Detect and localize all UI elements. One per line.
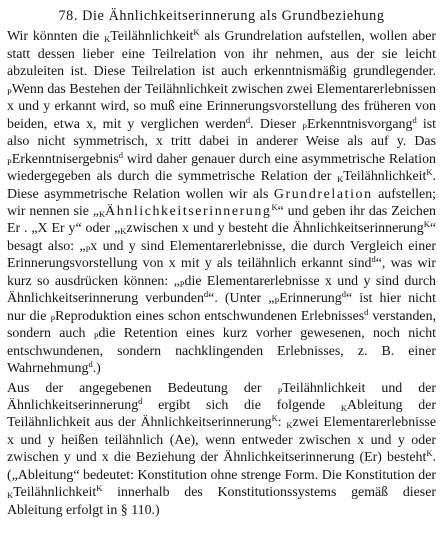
text-run: Teilähnlichkeit bbox=[343, 169, 427, 185]
subscript-marker: P bbox=[7, 156, 12, 167]
text-run: . („Ableitung“ bedeutet: Konstitution ohne strenge Form. Die Konstitution der bbox=[7, 450, 436, 483]
text-run: . Diese asymmetrische Relation wollen wir als bbox=[7, 169, 436, 202]
superscript-marker: d bbox=[245, 114, 251, 125]
text-run: ergibt sich die folgende bbox=[142, 397, 341, 413]
text-run: aufstellen; wir nennen sie „ bbox=[7, 186, 437, 219]
section-number: 78. bbox=[58, 8, 78, 24]
superscript-marker: K bbox=[423, 219, 430, 230]
superscript-marker: d bbox=[118, 149, 123, 160]
subscript-marker: P bbox=[93, 331, 99, 342]
subscript-marker: P bbox=[7, 86, 12, 97]
text-run: Teilähnlichkeit bbox=[110, 29, 194, 45]
superscript-marker: d bbox=[371, 254, 376, 265]
text-run: als Grundrelation aufstellen, wollen aber statt dessen lieber eine Teilrelation von ihr nehmen, aus der sie leicht abzuleiten ist. Diese Teilrelation ist auch erkenntnismäßig grundlegender. bbox=[7, 29, 436, 80]
subscript-marker: K bbox=[104, 34, 111, 45]
text-run: innerhalb des Konstitutionssystems gemäß dieser Ableitung erfolgt in § 110.) bbox=[7, 485, 436, 518]
subscript-marker: K bbox=[98, 208, 106, 219]
text-run: Teilähnlichkeit und der Ähnlichkeitserinnerung bbox=[7, 380, 436, 413]
body-paragraph bbox=[7, 380, 436, 520]
text-run: “ besagt also: „ bbox=[7, 221, 437, 254]
subscript-marker: P bbox=[302, 121, 307, 132]
text-run: x und y sind Elementarerlebnisse, die durch Vergleich einer Erinnerungsvorstellung von x mit y als teilähnlich erkannt sind bbox=[7, 238, 436, 272]
text-run: zwischen x und y besteht die Ähnlichkeitserinnerung bbox=[126, 221, 424, 237]
section-heading bbox=[7, 8, 436, 25]
superscript-marker: d bbox=[412, 114, 417, 125]
text-run: Erkenntnisvorgang bbox=[306, 116, 413, 132]
superscript-marker: K bbox=[271, 201, 278, 212]
superscript-marker: d bbox=[88, 359, 93, 370]
superscript-marker: d bbox=[138, 395, 143, 406]
superscript-marker: K bbox=[193, 27, 200, 38]
text-run: . Dieser bbox=[250, 116, 303, 132]
subscript-marker: P bbox=[277, 385, 283, 396]
text-run: “. (Unter „ bbox=[208, 291, 275, 307]
spaced-term: Ähnlichkeitserinnerung bbox=[105, 203, 272, 219]
text-run: Aus der angegebenen Bedeutung der bbox=[7, 380, 278, 396]
subscript-marker: P bbox=[179, 278, 185, 289]
text-run: die Elementarerlebnisse x und y sind durch Ähnlichkeitserinnerung verbunden bbox=[7, 273, 437, 307]
subscript-marker: K bbox=[120, 226, 127, 237]
superscript-marker: K bbox=[96, 483, 103, 494]
subscript-marker: K bbox=[7, 490, 14, 501]
text-run: wird daher genauer durch eine asymmetrische Relation wiedergegeben als durch die symmetrische Relation der bbox=[7, 151, 436, 185]
subscript-marker: K bbox=[340, 402, 348, 413]
text-run: “ und geben ihr das Zeichen Er . „X Er y“ oder „ bbox=[7, 203, 436, 237]
text-run: Wir könnten die bbox=[7, 29, 105, 45]
subscript-marker: P bbox=[274, 296, 280, 307]
text-run: verstanden, sondern auch bbox=[7, 308, 437, 342]
text-run: : bbox=[277, 415, 287, 431]
section-title: Die Ähnlichkeitserinnerung als Grundbeziehung bbox=[82, 8, 385, 24]
text-run: ist also nicht symmetrisch, x tritt dabei in anderer Weise als auf y. Das bbox=[7, 116, 436, 150]
subscript-marker: P bbox=[85, 243, 91, 254]
text-run: Wenn das Bestehen der Teilähnlichkeit zwischen zwei Elementarerlebnissen x und y erkannt wird, so muß eine Erinnerungsvorstellung des früheren von beiden, etwa x, mit y verglichen werden bbox=[7, 81, 436, 132]
text-run: zwei Elementarerlebnisse x und y heißen teilähnlich (Ae), wenn entweder zwischen x und y oder zwischen y und x die Beziehung der Ähnlichkeitserinnerung (Er) besteht bbox=[7, 415, 437, 466]
superscript-marker: K bbox=[426, 167, 433, 178]
text-run: Ableitung der Teilähnlichkeit aus der Ähnlichkeitserinnerung bbox=[7, 397, 436, 431]
text-run: “, was wir kurz so ausdrücken können: „ bbox=[7, 256, 437, 289]
text-run: Erinnerung bbox=[279, 291, 342, 307]
text-run: “ ist hier nicht nur die bbox=[7, 291, 436, 324]
text-run: Erkenntnisergebnis bbox=[11, 151, 119, 167]
subscript-marker: K bbox=[337, 174, 344, 185]
body-paragraph bbox=[7, 28, 436, 377]
text-run: die Retention eines kurz vorher gewesenen, noch nicht entschwundenen, sondern nachklingenden Erlebnisses, z. B. einer Wahrnehmung bbox=[7, 326, 436, 377]
superscript-marker: K bbox=[426, 448, 433, 459]
superscript-marker: d bbox=[364, 306, 369, 317]
text-run: Reproduktion eines schon entschwundenen Erlebnisses bbox=[55, 308, 365, 324]
spaced-term: Grundrelation bbox=[273, 186, 373, 202]
subscript-marker: P bbox=[50, 313, 56, 324]
superscript-marker: K bbox=[271, 413, 278, 424]
text-run: .) bbox=[92, 361, 101, 377]
superscript-marker: d bbox=[341, 289, 346, 300]
text-run: Teilähnlichkeit bbox=[13, 485, 97, 501]
subscript-marker: K bbox=[286, 420, 293, 431]
superscript-marker: d bbox=[203, 289, 209, 300]
